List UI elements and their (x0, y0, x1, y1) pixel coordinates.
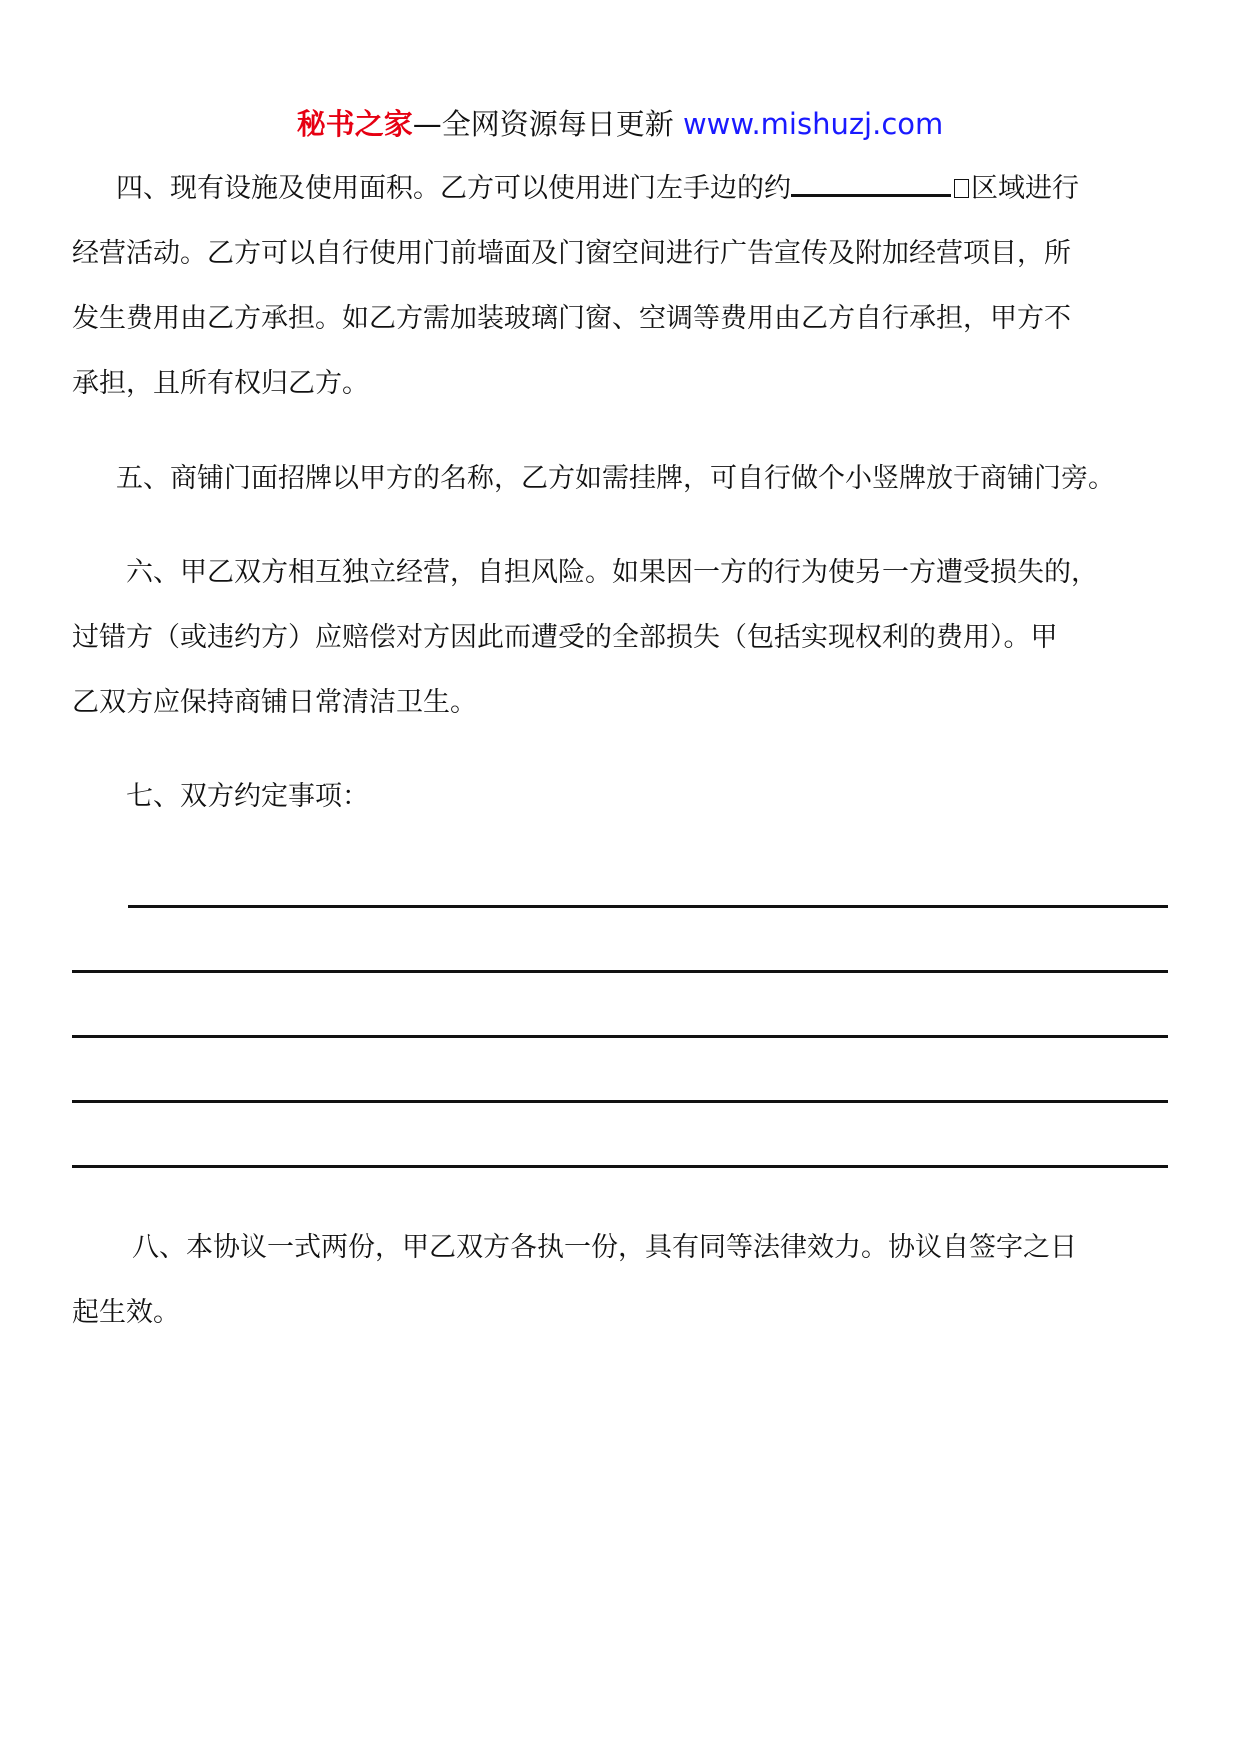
clause-4-area-blank (791, 172, 951, 197)
clause-6-line-2: 过错方（或违约方）应赔偿对方因此而遭受的全部损失（包括实现权利的费用）。甲 (72, 622, 1058, 653)
clause-8-line-1: 八、本协议一式两份，甲乙双方各执一份，具有同等法律效力。协议自签字之日 (132, 1232, 1077, 1263)
header-brand: 秘书之家 (296, 107, 413, 141)
clause-8-line-2: 起生效。 (72, 1297, 180, 1328)
clause-6-line-3: 乙双方应保持商铺日常清洁卫生。 (72, 687, 477, 718)
clause-5-line-1: 五、商铺门面招牌以甲方的名称，乙方如需挂牌，可自行做个小竖牌放于商铺门旁。 (116, 463, 1115, 494)
clause-4-line-2: 经营活动。乙方可以自行使用门前墙面及门窗空间进行广告宣传及附加经营项目，所 (72, 238, 1071, 269)
header-site-link[interactable]: www.mishuzj.com (682, 107, 944, 141)
placeholder-box-icon (954, 179, 969, 198)
agreement-blank-line-4 (72, 1100, 1168, 1103)
agreement-blank-line-1 (128, 905, 1168, 908)
clause-4-line-3: 发生费用由乙方承担。如乙方需加装玻璃门窗、空调等费用由乙方自行承担，甲方不 (72, 303, 1071, 334)
header-slogan: —全网资源每日更新 (412, 107, 674, 141)
agreement-blank-line-5 (72, 1165, 1168, 1168)
agreement-blank-line-2 (72, 970, 1168, 973)
page-header (0, 102, 1240, 146)
clause-6-line-1: 六、甲乙双方相互独立经营，自担风险。如果因一方的行为使另一方遭受损失的， (126, 557, 1098, 588)
clause-4-line-1 (72, 156, 1172, 221)
agreement-blank-line-3 (72, 1035, 1168, 1038)
clause-4-text-a: 四、现有设施及使用面积。乙方可以使用进门左手边的约 (116, 173, 791, 204)
clause-4-line-4: 承担，且所有权归乙方。 (72, 368, 369, 399)
clause-4-text-b: 区域进行 (971, 173, 1079, 204)
clause-7-heading: 七、双方约定事项： (126, 781, 369, 812)
